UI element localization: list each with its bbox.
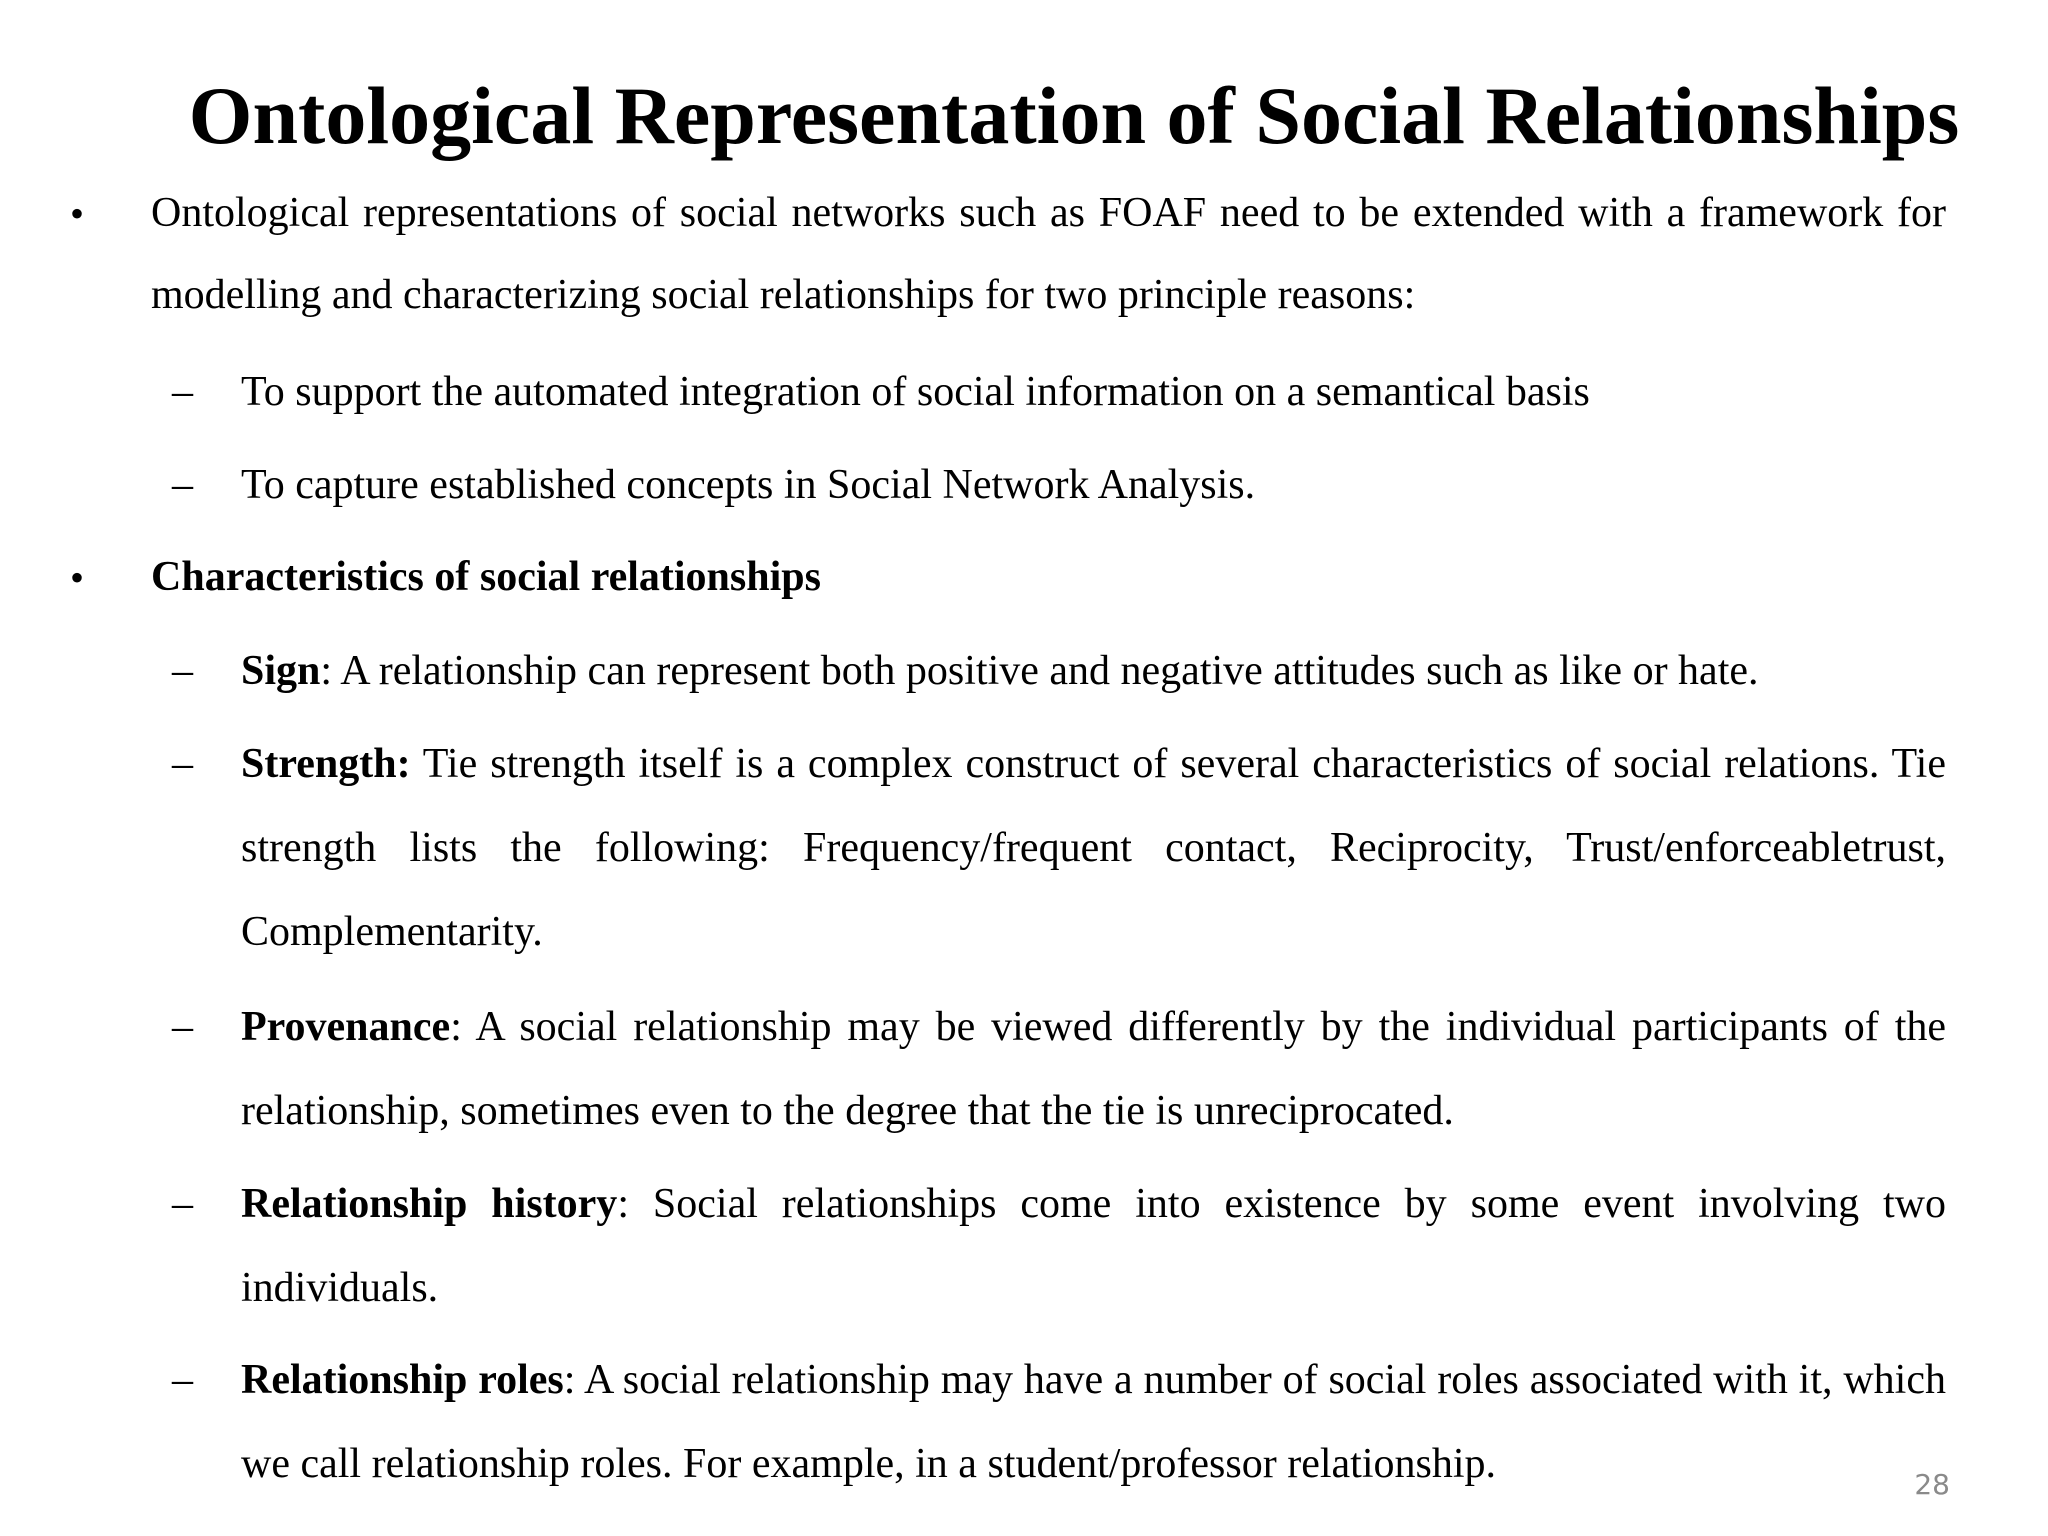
dash-icon: – [172,462,193,508]
dash-icon: – [172,648,193,694]
dash-icon: – [172,1181,193,1227]
dash-icon: – [172,1357,193,1403]
term: Relationship history [241,1181,618,1227]
bullet-heading: Characteristics of social relationships [151,554,821,600]
sub-bullet-text [241,629,1946,713]
term: Sign [241,648,321,694]
term: Relationship roles [241,1357,564,1403]
sub-bullet-text: To support the automated integration of social information on a semantical basis [241,369,1590,415]
dash-icon: – [172,1004,193,1050]
sub-bullet-text [241,1338,1946,1506]
sub-bullet-text [241,985,1946,1153]
bullet-icon: • [70,191,85,236]
bullet-icon: • [70,555,85,600]
sub-bullet-text: To capture established concepts in Social Network Analysis. [241,462,1256,508]
dash-icon: – [172,369,193,415]
definition: Tie strength itself is a complex construct of several characteristics of social relations. Tie strength lists the following: Frequency/frequent contact, Reciprocity, Trust/enforceabletrust, Complementarity. [241,741,1946,955]
definition: : A social relationship may be viewed differently by the individual participants of the relationship, sometimes even to the degree that the tie is unreciprocated. [241,1004,1946,1134]
definition: : Social relationships come into existence by some event involving two individuals. [241,1181,1946,1311]
definition: : A relationship can represent both positive and negative attitudes such as like or hate. [320,648,1759,694]
bullet-text: Ontological representations of social networks such as FOAF need to be extended with a framework for modelling and characterizing social relationships for two principle reasons: [151,190,1946,318]
slide-title: Ontological Representation of Social Relationships [188,70,1960,161]
page-number: 28 [1914,1468,1950,1501]
dash-icon: – [172,741,193,787]
sub-bullet-text [241,1162,1946,1330]
sub-bullet-text [241,722,1946,974]
term: Provenance [241,1004,451,1050]
definition: : A social relationship may have a number of social roles associated with it, which we call relationship roles. For example, in a student/professor relationship. [241,1357,1946,1487]
term: Strength: [241,741,411,787]
